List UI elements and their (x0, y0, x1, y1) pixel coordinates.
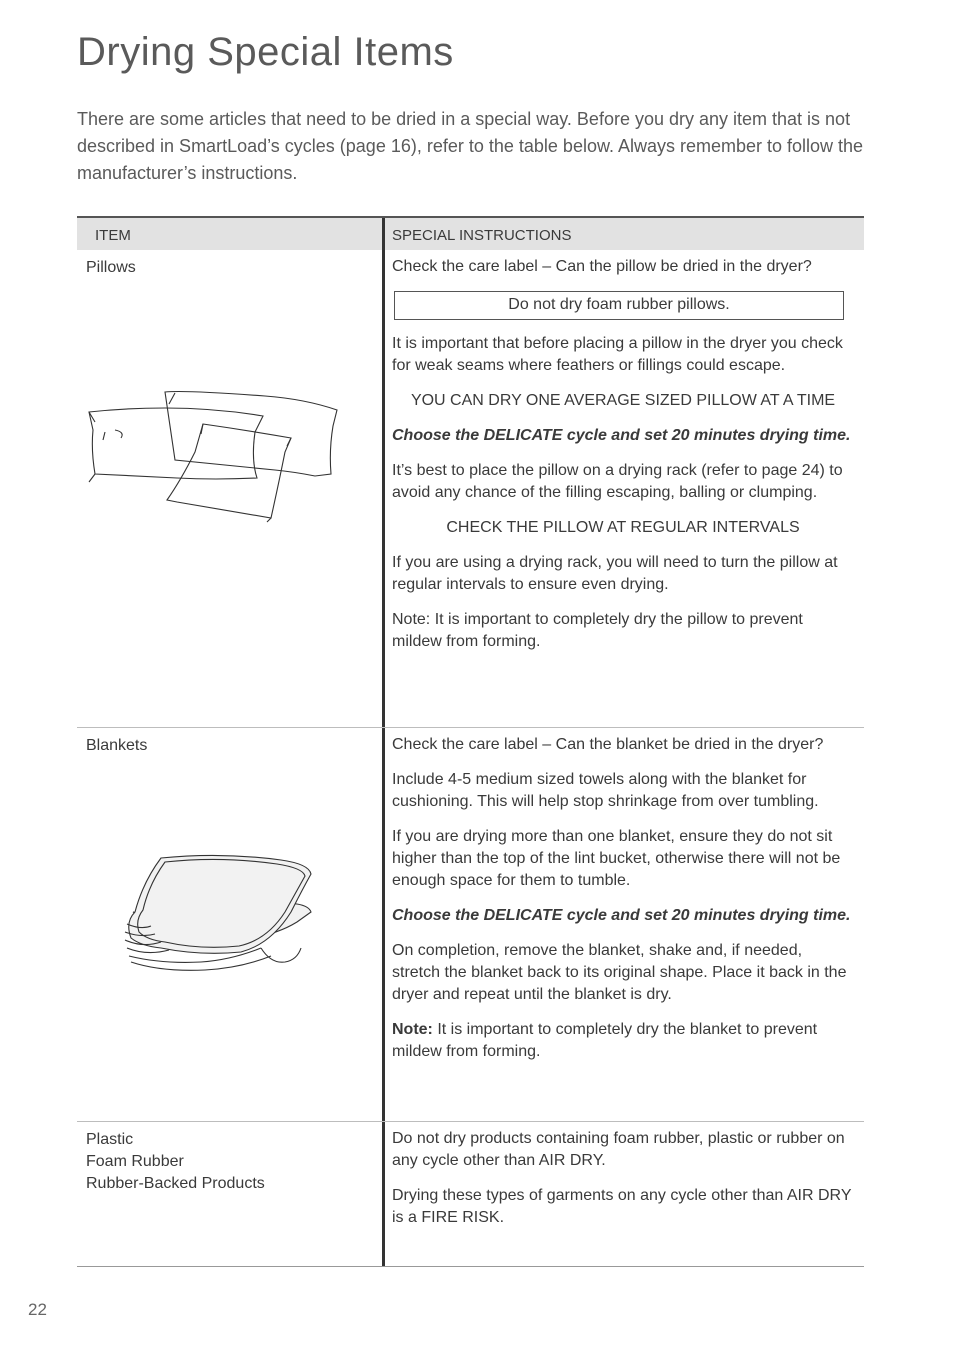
instruction-text: It’s best to place the pillow on a drying rack (refer to page 24) to avoid any chance of the filling escaping, balling or clumping. (392, 462, 843, 501)
item-label: Blankets (86, 737, 148, 754)
header-special-instructions: SPECIAL INSTRUCTIONS (382, 218, 864, 250)
instructions-cell (382, 250, 864, 727)
intro-paragraph: There are some articles that need to be dried in a special way. Before you dry any item that is not described in SmartLoad’s cycles (page 16), refer to the table below. Always remember to follow the manufacturer’s instructions. (77, 109, 864, 183)
instruction-text: Check the care label – Can the blanket be dried in the dryer? (392, 736, 824, 753)
table-header-row (77, 218, 864, 250)
instruction-emphasis: Choose the DELICATE cycle and set 20 minutes drying time. (392, 907, 851, 924)
instruction-text: Check the care label – Can the pillow be dried in the dryer? (392, 258, 812, 275)
instruction-caps: YOU CAN DRY ONE AVERAGE SIZED PILLOW AT A TIME (410, 392, 836, 409)
instructions-cell (382, 728, 864, 1121)
page-number: 22 (28, 1300, 47, 1319)
instruction-text: Drying these types of garments on any cycle other than AIR DRY is a FIRE RISK. (392, 1187, 852, 1226)
folded-blanket-illustration (121, 852, 317, 980)
page-title: Drying Special Items (77, 30, 454, 74)
note-label: Note: (392, 1021, 433, 1038)
item-label: Foam Rubber (86, 1153, 184, 1170)
instruction-text: Include 4-5 medium sized towels along with the blanket for cushioning. This will help stop shrinkage from over tumbling. (392, 771, 819, 810)
instruction-emphasis: Choose the DELICATE cycle and set 20 minutes drying time. (392, 427, 851, 444)
table-row-blankets (77, 728, 864, 1122)
item-label: Pillows (86, 259, 136, 276)
instruction-note: Note: It is important to completely dry the pillow to prevent mildew from forming. (392, 611, 803, 650)
item-cell (77, 250, 382, 727)
header-item: ITEM (95, 227, 131, 244)
pillows-illustration (85, 390, 341, 525)
warning-box: Do not dry foam rubber pillows. (394, 291, 844, 320)
special-items-table (77, 216, 864, 1267)
instructions-cell (382, 1122, 864, 1266)
instruction-text: If you are drying more than one blanket, ensure they do not sit higher than the top of the lint bucket, otherwise there will not be enough space for them to tumble. (392, 828, 841, 889)
note-text: It is important to completely dry the blanket to prevent mildew from forming. (392, 1021, 818, 1060)
item-label: Rubber-Backed Products (86, 1175, 265, 1192)
item-cell (77, 728, 382, 1121)
table-row-pillows (77, 250, 864, 728)
instruction-note (392, 1019, 854, 1063)
item-label: Plastic (86, 1131, 134, 1148)
instruction-text: If you are using a drying rack, you will need to turn the pillow at regular intervals to ensure even drying. (392, 554, 838, 593)
instruction-caps: CHECK THE PILLOW AT REGULAR INTERVALS (446, 519, 800, 536)
instruction-text: On completion, remove the blanket, shake and, if needed, stretch the blanket back to its original shape. Place it back in the dryer and repeat until the blanket is dry. (392, 942, 847, 1003)
instruction-text: It is important that before placing a pillow in the dryer you check for weak seams where feathers or fillings could escape. (392, 335, 843, 374)
item-cell (77, 1122, 382, 1266)
instruction-text: Do not dry products containing foam rubber, plastic or rubber on any cycle other than AIR DRY. (392, 1130, 845, 1169)
table-row-plastic (77, 1122, 864, 1267)
